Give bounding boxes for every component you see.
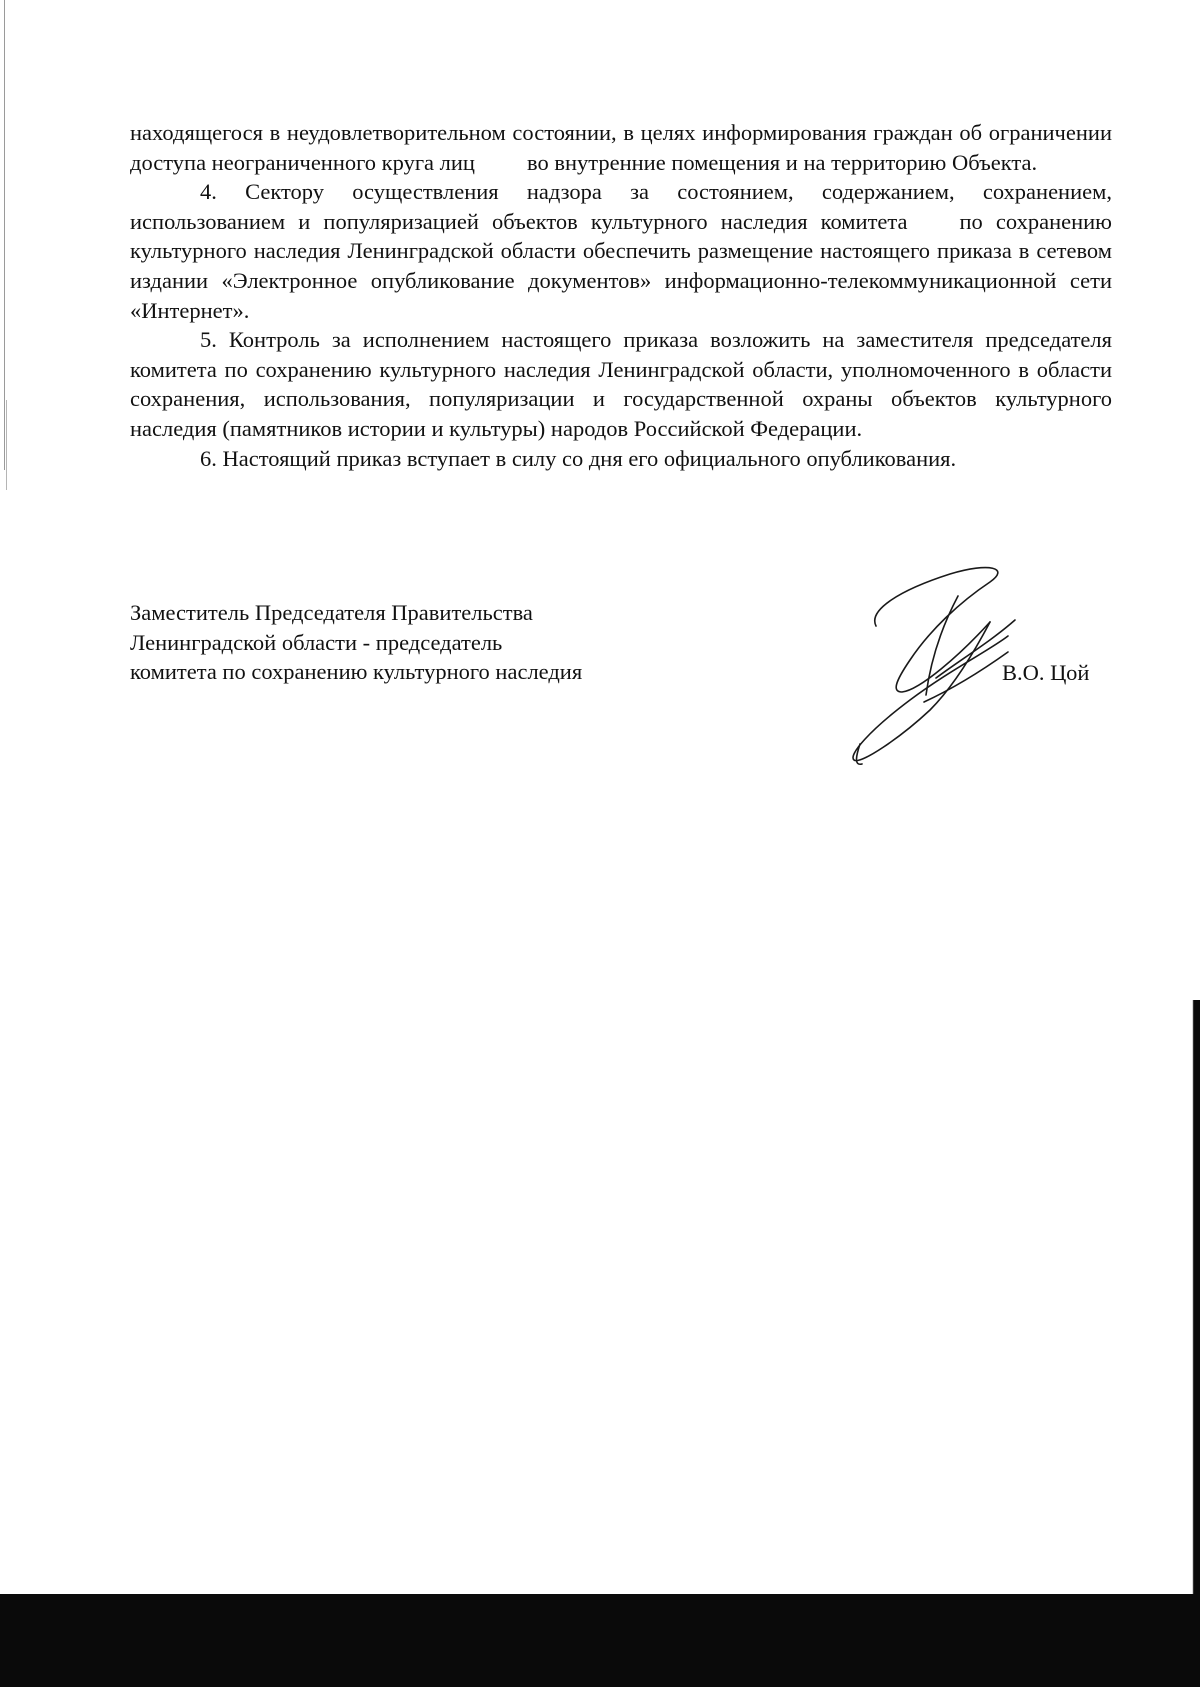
scan-edge-left	[4, 0, 5, 470]
scan-shadow-right	[1186, 1000, 1200, 1594]
paragraph-item-5: 5. Контроль за исполнением настоящего приказа возложить на заместителя председателя комитета по сохранению культурного наследия Ленинградской области, уполномоченного в области сохранения, использования, популяризации и государственной охраны объектов культурного наследия (памятников истории и культуры) народов Российской Федерации.	[130, 327, 1112, 441]
scan-edge-left-secondary	[6, 400, 7, 490]
paragraph-continuation-text-end: во внутренние помещения и на территорию Объекта.	[526, 149, 1038, 175]
document-body	[130, 118, 1112, 473]
paragraph-item-4-text-start: 4. Сектору осуществления надзора за состоянием, содержанием, сохранением, использованием и популяризацией объектов культурного наследия комитета	[130, 179, 1112, 234]
paragraph-item-4-text-end: по сохранению культурного наследия Ленинградской области обеспечить размещение настоящего приказа в сетевом издании «Электронное опубликование документов» информационно-телекоммуникационной сети «Интернет».	[130, 208, 1112, 323]
scan-shadow-bottom	[0, 1594, 1200, 1687]
signatory-position-line: Ленинградской области - председатель	[130, 629, 503, 655]
signatory-name: В.О. Цой	[1002, 660, 1090, 685]
signatory-position	[130, 598, 582, 687]
paragraph-item-6: 6. Настоящий приказ вступает в силу со дня его официального опубликования.	[200, 445, 957, 471]
paragraph-continuation-text-start: находящегося в неудовлетворительном состоянии, в целях информирования граждан об ограничении доступа неограниченного круга лиц	[130, 120, 1112, 175]
paragraph-item-4	[130, 177, 1112, 325]
paragraph-continuation	[130, 118, 1112, 177]
signatory-position-line: Заместитель Председателя Правительства	[130, 600, 533, 625]
signatory-position-line: комитета по сохранению культурного наследия	[130, 659, 583, 685]
